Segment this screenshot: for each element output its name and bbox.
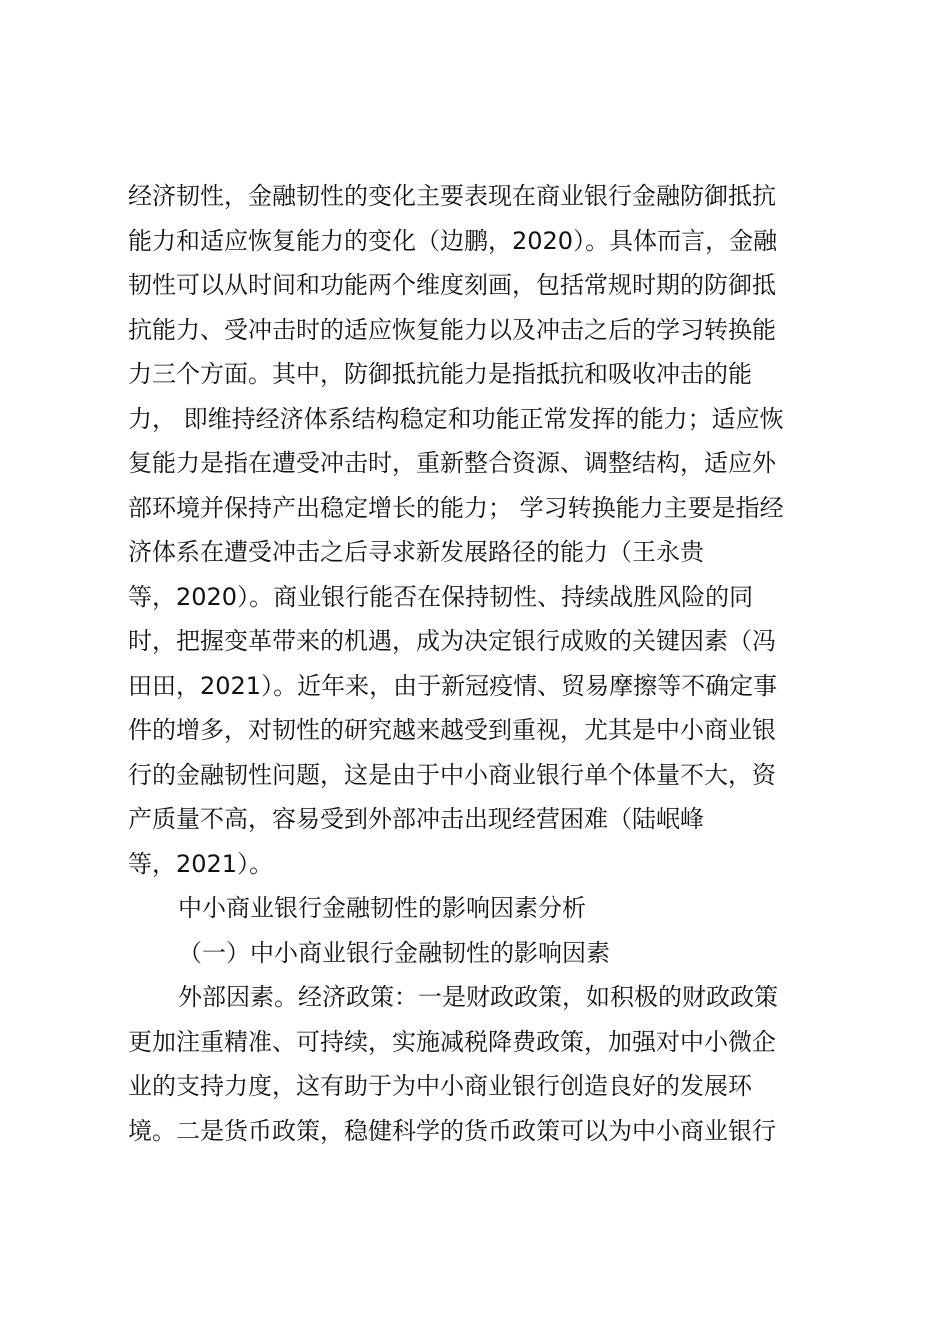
text-line: 经济韧性，金融韧性的变化主要表现在商业银行金融防御抵抗	[128, 182, 776, 210]
text-line: 中小商业银行金融韧性的影响因素分析	[178, 894, 586, 922]
text-line: 更加注重精准、可持续，实施减税降费政策，加强对中小微企	[128, 1027, 776, 1056]
text-line: 产质量不高，容易受到外部冲击出现经营困难（陆岷峰	[128, 805, 704, 833]
text-line: 力， 即维持经济体系结构稳定和功能正常发挥的能力；适应恢	[128, 404, 784, 433]
text-line: 等，2020）。商业银行能否在保持韧性、持续战胜风险的同	[128, 582, 754, 611]
text-line: 外部因素。经济政策：一是财政政策，如积极的财政政策	[178, 983, 778, 1011]
text-line: 业的支持力度，这有助于为中小商业银行创造良好的发展环	[128, 1072, 752, 1100]
text-line: 时，把握变革带来的机遇，成为决定银行成败的关键因素（冯	[128, 627, 776, 655]
text-line: 行的金融韧性问题，这是由于中小商业银行单个体量不大，资	[128, 760, 776, 789]
text-line: 件的增多，对韧性的研究越来越受到重视，尤其是中小商业银	[128, 716, 776, 744]
text-line: 复能力是指在遭受冲击时，重新整合资源、调整结构，适应外	[128, 449, 776, 477]
text-line: 部环境并保持产出稳定增长的能力； 学习转换能力主要是指经	[128, 493, 784, 522]
text-line: 田田，2021）。近年来，由于新冠疫情、贸易摩擦等不确定事	[128, 671, 778, 700]
text-line: 境。二是货币政策，稳健科学的货币政策可以为中小商业银行	[128, 1116, 776, 1145]
text-line: 等，2021）。	[128, 849, 274, 878]
document-body	[128, 174, 838, 1153]
text-line: 抗能力、受冲击时的适应恢复能力以及冲击之后的学习转换能	[128, 315, 776, 344]
text-line: 力三个方面。其中，防御抵抗能力是指抵抗和吸收冲击的能	[128, 360, 752, 388]
text-line: （一）中小商业银行金融韧性的影响因素	[178, 938, 610, 967]
text-line: 能力和适应恢复能力的变化（边鹏，2020）。具体而言，金融	[128, 226, 778, 255]
text-line: 济体系在遭受冲击之后寻求新发展路径的能力（王永贵	[128, 538, 704, 566]
text-line: 韧性可以从时间和功能两个维度刻画，包括常规时期的防御抵	[128, 271, 776, 299]
